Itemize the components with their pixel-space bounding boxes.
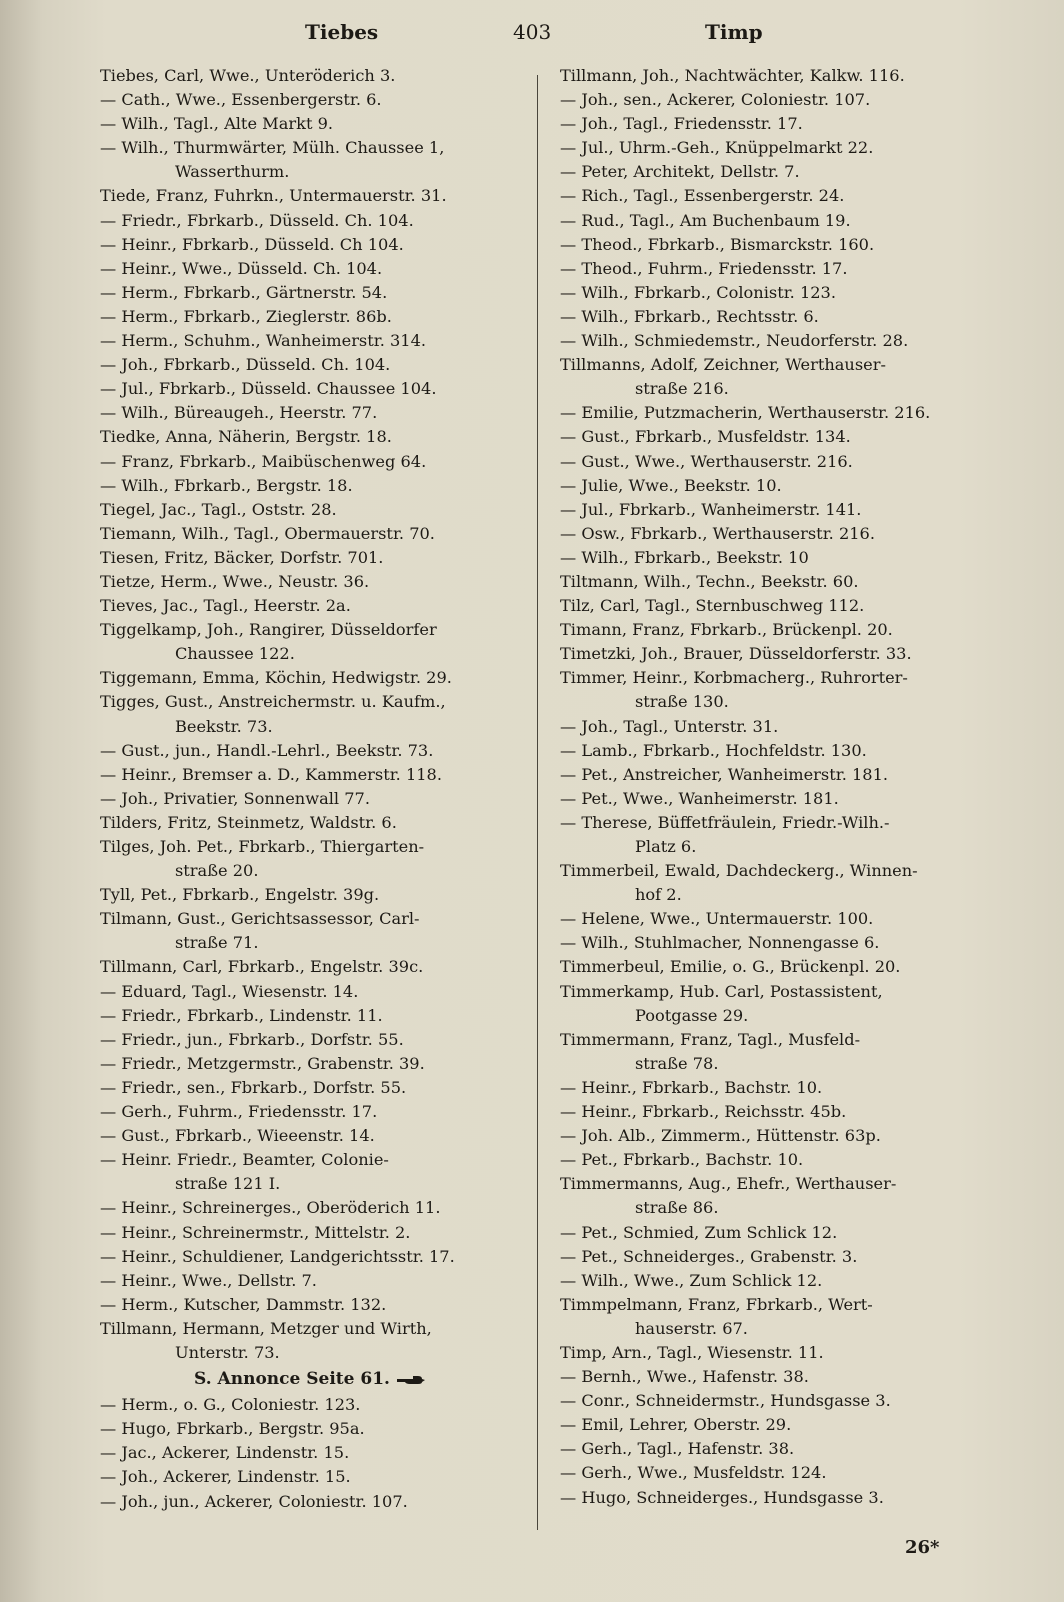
directory-entry <box>560 642 990 666</box>
directory-entry <box>560 1461 990 1485</box>
column-divider <box>537 75 538 1530</box>
directory-entry <box>100 1293 520 1317</box>
entry-text: — Heinr., Schuldiener, Landgerichtsstr. 17. <box>100 1246 455 1266</box>
directory-entry <box>100 594 520 618</box>
directory-entry <box>100 353 520 377</box>
page-number: 403 <box>513 20 552 44</box>
entry-text: hof 2. <box>635 885 682 905</box>
directory-entry <box>560 618 990 642</box>
left-column <box>100 64 520 1514</box>
entry-text: — Theod., Fbrkarb., Bismarckstr. 160. <box>560 234 875 254</box>
entry-text: Tilmann, Gust., Gerichtsassessor, Carl- <box>100 909 420 929</box>
entry-text: straße 86. <box>635 1198 719 1218</box>
entry-continuation <box>100 1341 520 1365</box>
directory-entry <box>560 353 990 377</box>
entry-continuation <box>560 1052 990 1076</box>
printer-signature: 26* <box>905 1537 940 1558</box>
directory-entry <box>560 1437 990 1461</box>
entry-text: Tiegel, Jac., Tagl., Oststr. 28. <box>100 499 337 519</box>
entry-text: Timmermann, Franz, Tagl., Musfeld- <box>560 1029 861 1049</box>
entry-text: — Wilh., Stuhlmacher, Nonnengasse 6. <box>560 933 880 953</box>
entry-text: — Heinr., Wwe., Düsseld. Ch. 104. <box>100 258 383 278</box>
directory-entry <box>560 787 990 811</box>
directory-entry <box>560 1413 990 1437</box>
directory-entry <box>100 1441 520 1465</box>
directory-entry <box>100 233 520 257</box>
entry-text: — Jul., Uhrm.-Geh., Knüppelmarkt 22. <box>560 138 874 158</box>
entry-text: straße 130. <box>635 692 729 712</box>
directory-entry <box>100 498 520 522</box>
directory-entry <box>560 1221 990 1245</box>
entry-text: Tiedke, Anna, Näherin, Bergstr. 18. <box>100 427 392 447</box>
directory-entry <box>100 1124 520 1148</box>
directory-entry <box>100 257 520 281</box>
directory-entry <box>560 474 990 498</box>
directory-entry <box>100 522 520 546</box>
directory-entry <box>560 1486 990 1510</box>
entry-continuation <box>100 715 520 739</box>
entry-text: — Julie, Wwe., Beekstr. 10. <box>560 475 782 495</box>
directory-entry <box>100 618 520 642</box>
entry-text: — Pet., Wwe., Wanheimerstr. 181. <box>560 788 839 808</box>
entry-text: — Bernh., Wwe., Hafenstr. 38. <box>560 1367 809 1387</box>
entry-text: Tillmann, Carl, Fbrkarb., Engelstr. 39c. <box>100 957 424 977</box>
entry-text: — Gust., Wwe., Werthauserstr. 216. <box>560 451 853 471</box>
directory-entry <box>560 570 990 594</box>
directory-entry <box>560 184 990 208</box>
entry-text: — Rud., Tagl., Am Buchenbaum 19. <box>560 210 851 230</box>
entry-text: — Therese, Büffetfräulein, Friedr.-Wilh.- <box>560 812 890 832</box>
entry-text: — Pet., Fbrkarb., Bachstr. 10. <box>560 1150 804 1170</box>
directory-entry <box>100 281 520 305</box>
directory-entry <box>100 1028 520 1052</box>
entry-text: Unterstr. 73. <box>175 1342 280 1362</box>
entry-text: hauserstr. 67. <box>635 1318 748 1338</box>
entry-text: — Heinr., Fbrkarb., Düsseld. Ch 104. <box>100 234 404 254</box>
directory-entry <box>100 305 520 329</box>
pointing-hand-icon <box>396 1374 426 1386</box>
entry-text: — Jac., Ackerer, Lindenstr. 15. <box>100 1443 350 1463</box>
entry-text: — Peter, Architekt, Dellstr. 7. <box>560 162 800 182</box>
entry-text: — Herm., o. G., Coloniestr. 123. <box>100 1395 361 1415</box>
entry-text: — Herm., Fbrkarb., Gärtnerstr. 54. <box>100 282 388 302</box>
entry-text: Tiede, Franz, Fuhrkn., Untermauerstr. 31. <box>100 186 447 206</box>
directory-entry <box>560 64 990 88</box>
entry-text: Timmer, Heinr., Korbmacherg., Ruhrorter- <box>560 668 908 688</box>
entry-text: — Gust., jun., Handl.-Lehrl., Beekstr. 73. <box>100 740 434 760</box>
entry-text: Tiggelkamp, Joh., Rangirer, Düsseldorfer <box>100 620 437 640</box>
directory-entry <box>100 1004 520 1028</box>
entry-text: — Franz, Fbrkarb., Maibüschenweg 64. <box>100 451 427 471</box>
directory-entry <box>560 498 990 522</box>
entry-text: — Emilie, Putzmacherin, Werthauserstr. 216. <box>560 403 931 423</box>
directory-entry <box>100 980 520 1004</box>
entry-text: — Herm., Fbrkarb., Zieglerstr. 86b. <box>100 306 392 326</box>
directory-entry <box>100 1076 520 1100</box>
directory-entry <box>100 425 520 449</box>
entry-text: — Joh., Tagl., Friedensstr. 17. <box>560 114 803 134</box>
directory-entry <box>100 474 520 498</box>
entry-text: Tiemann, Wilh., Tagl., Obermauerstr. 70. <box>100 523 435 543</box>
entry-text: Tietze, Herm., Wwe., Neustr. 36. <box>100 571 370 591</box>
entry-text: — Friedr., sen., Fbrkarb., Dorfstr. 55. <box>100 1077 407 1097</box>
directory-entry <box>560 546 990 570</box>
entry-text: — Friedr., jun., Fbrkarb., Dorfstr. 55. <box>100 1029 404 1049</box>
entry-text: — Heinr., Fbrkarb., Bachstr. 10. <box>560 1077 823 1097</box>
directory-entry <box>100 450 520 474</box>
entry-continuation <box>560 1317 990 1341</box>
entry-text: Tieves, Jac., Tagl., Heerstr. 2a. <box>100 596 351 616</box>
entry-text: — Wilh., Tagl., Alte Markt 9. <box>100 114 334 134</box>
entry-continuation <box>560 883 990 907</box>
directory-entry <box>560 281 990 305</box>
entry-text: — Joh., Ackerer, Lindenstr. 15. <box>100 1467 351 1487</box>
entry-text: — Herm., Schuhm., Wanheimerstr. 314. <box>100 331 427 351</box>
header-left-keyword: Tiebes <box>305 20 379 44</box>
directory-entry <box>560 739 990 763</box>
directory-entry <box>100 1317 520 1341</box>
directory-entry <box>100 1465 520 1489</box>
entry-text: Chaussee 122. <box>175 644 295 664</box>
entry-text: — Cath., Wwe., Essenbergerstr. 6. <box>100 90 382 110</box>
directory-entry <box>560 1100 990 1124</box>
entry-text: Tiesen, Fritz, Bäcker, Dorfstr. 701. <box>100 547 384 567</box>
directory-entry <box>560 1028 990 1052</box>
directory-entry <box>100 1269 520 1293</box>
directory-entry <box>560 1293 990 1317</box>
entry-text: — Wilh., Thurmwärter, Mülh. Chaussee 1, <box>100 138 445 158</box>
entry-text: Tiltmann, Wilh., Techn., Beekstr. 60. <box>560 571 859 591</box>
directory-entry <box>100 546 520 570</box>
directory-entry <box>560 1172 990 1196</box>
entry-text: — Wilh., Wwe., Zum Schlick 12. <box>560 1270 823 1290</box>
directory-entry <box>560 1148 990 1172</box>
entry-text: — Wilh., Fbrkarb., Bergstr. 18. <box>100 475 353 495</box>
page-header <box>0 18 1064 48</box>
directory-entry <box>560 522 990 546</box>
entry-continuation <box>560 835 990 859</box>
entry-text: Beekstr. 73. <box>175 716 273 736</box>
entry-text: — Heinr., Schreinermstr., Mittelstr. 2. <box>100 1222 411 1242</box>
entry-text: — Wilh., Büreaugeh., Heerstr. 77. <box>100 403 378 423</box>
directory-entry <box>560 763 990 787</box>
directory-entry <box>100 329 520 353</box>
directory-entry <box>560 1341 990 1365</box>
entry-text: Tillmanns, Adolf, Zeichner, Werthauser- <box>560 355 886 375</box>
entry-text: Tiebes, Carl, Wwe., Unteröderich 3. <box>100 66 396 85</box>
entry-text: Timmerbeul, Emilie, o. G., Brückenpl. 20. <box>560 957 901 977</box>
entry-text: Tilges, Joh. Pet., Fbrkarb., Thiergarten- <box>100 837 425 856</box>
directory-entry <box>100 1393 520 1417</box>
entry-text: straße 71. <box>175 933 259 953</box>
entry-text: Tyll, Pet., Fbrkarb., Engelstr. 39g. <box>100 885 380 905</box>
entry-text: — Helene, Wwe., Untermauerstr. 100. <box>560 909 874 929</box>
directory-entry <box>100 1052 520 1076</box>
directory-entry <box>100 907 520 931</box>
entry-continuation <box>100 1172 520 1196</box>
directory-entry <box>100 811 520 835</box>
entry-text: — Herm., Kutscher, Dammstr. 132. <box>100 1294 387 1314</box>
directory-entry <box>560 88 990 112</box>
entry-text: — Theod., Fuhrm., Friedensstr. 17. <box>560 258 848 278</box>
directory-entry <box>100 835 520 859</box>
directory-entry <box>100 955 520 979</box>
directory-entry <box>560 931 990 955</box>
directory-entry <box>100 1221 520 1245</box>
entry-text: straße 121 I. <box>175 1174 281 1194</box>
entry-text: — Joh., Tagl., Unterstr. 31. <box>560 716 779 736</box>
directory-entry <box>100 1148 520 1172</box>
entry-text: Tigges, Gust., Anstreichermstr. u. Kaufm., <box>100 692 446 712</box>
entry-text: — Gust., Fbrkarb., Musfeldstr. 134. <box>560 427 851 447</box>
entry-text: — Joh., sen., Ackerer, Coloniestr. 107. <box>560 90 871 110</box>
directory-entry <box>100 136 520 160</box>
entry-text: — Gerh., Tagl., Hafenstr. 38. <box>560 1439 795 1459</box>
directory-entry <box>100 1417 520 1441</box>
entry-text: — Jul., Fbrkarb., Düsseld. Chaussee 104. <box>100 379 437 399</box>
entry-text: — Lamb., Fbrkarb., Hochfeldstr. 130. <box>560 740 867 760</box>
directory-entry <box>560 811 990 835</box>
entry-text: Tiggemann, Emma, Köchin, Hedwigstr. 29. <box>100 668 452 688</box>
entry-text: straße 216. <box>635 379 729 399</box>
directory-entry <box>100 690 520 714</box>
entry-text: — Friedr., Fbrkarb., Lindenstr. 11. <box>100 1005 383 1025</box>
directory-entry <box>560 112 990 136</box>
directory-entry <box>560 329 990 353</box>
directory-entry <box>100 739 520 763</box>
entry-text: Platz 6. <box>635 837 697 856</box>
entry-text: Pootgasse 29. <box>635 1005 749 1025</box>
directory-entry <box>100 184 520 208</box>
directory-entry <box>560 1124 990 1148</box>
entry-text: — Gerh., Fuhrm., Friedensstr. 17. <box>100 1102 378 1122</box>
entry-text: — Pet., Anstreicher, Wanheimerstr. 181. <box>560 764 889 784</box>
directory-entry <box>100 209 520 233</box>
entry-text: — Heinr., Wwe., Dellstr. 7. <box>100 1270 317 1290</box>
directory-entry <box>100 787 520 811</box>
directory-entry <box>100 763 520 787</box>
entry-text: — Wilh., Fbrkarb., Rechtsstr. 6. <box>560 306 819 326</box>
entry-text: Tillmann, Hermann, Metzger und Wirth, <box>100 1318 432 1338</box>
entry-text: Timetzki, Joh., Brauer, Düsseldorferstr. 33. <box>560 644 912 664</box>
entry-text: Timmerbeil, Ewald, Dachdeckerg., Winnen- <box>560 861 918 881</box>
directory-entry <box>560 1389 990 1413</box>
directory-entry <box>560 136 990 160</box>
entry-text: — Emil, Lehrer, Oberstr. 29. <box>560 1415 792 1435</box>
right-column <box>560 64 990 1510</box>
directory-entry <box>100 64 520 88</box>
entry-continuation <box>560 1004 990 1028</box>
directory-entry <box>560 209 990 233</box>
directory-entry <box>100 570 520 594</box>
header-right-keyword: Timp <box>705 20 763 44</box>
entry-text: — Heinr., Schreinerges., Oberöderich 11. <box>100 1198 441 1218</box>
entry-text: Timp, Arn., Tagl., Wiesenstr. 11. <box>560 1342 824 1362</box>
directory-entry <box>100 1196 520 1220</box>
entry-text: — Friedr., Fbrkarb., Düsseld. Ch. 104. <box>100 210 414 230</box>
entry-text: S. Annonce Seite 61. <box>194 1369 390 1390</box>
entry-text: — Hugo, Schneiderges., Hundsgasse 3. <box>560 1487 884 1507</box>
directory-entry <box>100 401 520 425</box>
entry-text: — Joh. Alb., Zimmerm., Hüttenstr. 63p. <box>560 1126 881 1146</box>
entry-text: — Friedr., Metzgermstr., Grabenstr. 39. <box>100 1053 425 1073</box>
entry-text: straße 78. <box>635 1053 719 1073</box>
directory-entry <box>560 1365 990 1389</box>
directory-entry <box>560 594 990 618</box>
entry-text: — Heinr., Bremser a. D., Kammerstr. 118. <box>100 764 443 784</box>
entry-text: Timmerkamp, Hub. Carl, Postassistent, <box>560 981 883 1001</box>
directory-entry <box>560 955 990 979</box>
directory-entry <box>560 450 990 474</box>
entry-text: — Osw., Fbrkarb., Werthauserstr. 216. <box>560 523 875 543</box>
directory-entry <box>100 88 520 112</box>
entry-text: — Wilh., Fbrkarb., Colonistr. 123. <box>560 282 836 302</box>
directory-entry <box>100 1100 520 1124</box>
entry-text: straße 20. <box>175 861 259 881</box>
directory-entry <box>100 377 520 401</box>
directory-entry <box>560 160 990 184</box>
entry-text: — Eduard, Tagl., Wiesenstr. 14. <box>100 981 359 1001</box>
entry-continuation <box>560 1196 990 1220</box>
entry-text: — Joh., Privatier, Sonnenwall 77. <box>100 788 370 808</box>
entry-continuation <box>100 931 520 955</box>
entry-continuation <box>100 160 520 184</box>
entry-text: — Wilh., Schmiedemstr., Neudorferstr. 28. <box>560 331 909 351</box>
entry-text: — Pet., Schneiderges., Grabenstr. 3. <box>560 1246 858 1266</box>
entry-text: — Rich., Tagl., Essenbergerstr. 24. <box>560 186 845 206</box>
directory-entry <box>560 1076 990 1100</box>
entry-text: Tillmann, Joh., Nachtwächter, Kalkw. 116. <box>560 66 905 85</box>
entry-text: Timann, Franz, Fbrkarb., Brückenpl. 20. <box>560 620 893 640</box>
entry-continuation <box>100 642 520 666</box>
entry-text: — Hugo, Fbrkarb., Bergstr. 95a. <box>100 1419 365 1439</box>
directory-entry <box>560 1269 990 1293</box>
directory-entry <box>100 112 520 136</box>
entry-text: — Heinr. Friedr., Beamter, Colonie- <box>100 1150 389 1170</box>
directory-entry <box>100 1490 520 1514</box>
directory-entry <box>560 715 990 739</box>
entry-text: — Joh., jun., Ackerer, Coloniestr. 107. <box>100 1491 408 1511</box>
directory-entry <box>560 666 990 690</box>
entry-text: — Heinr., Fbrkarb., Reichsstr. 45b. <box>560 1102 847 1122</box>
directory-entry <box>560 907 990 931</box>
directory-entry <box>560 401 990 425</box>
directory-entry <box>560 425 990 449</box>
entry-text: — Pet., Schmied, Zum Schlick 12. <box>560 1222 838 1242</box>
entry-text: — Wilh., Fbrkarb., Beekstr. 10 <box>560 547 809 567</box>
directory-entry <box>560 859 990 883</box>
entry-text: — Joh., Fbrkarb., Düsseld. Ch. 104. <box>100 355 391 375</box>
directory-entry <box>100 883 520 907</box>
annonce-notice <box>100 1367 520 1391</box>
directory-entry <box>560 233 990 257</box>
entry-text: Timmpelmann, Franz, Fbrkarb., Wert- <box>560 1294 873 1314</box>
directory-entry <box>100 1245 520 1269</box>
entry-continuation <box>560 377 990 401</box>
directory-entry <box>100 666 520 690</box>
entry-text: — Gerh., Wwe., Musfeldstr. 124. <box>560 1463 827 1483</box>
entry-text: Tilz, Carl, Tagl., Sternbuschweg 112. <box>560 596 865 616</box>
entry-continuation <box>560 690 990 714</box>
directory-entry <box>560 257 990 281</box>
entry-continuation <box>100 859 520 883</box>
entry-text: Tilders, Fritz, Steinmetz, Waldstr. 6. <box>100 812 397 832</box>
entry-text: Wasserthurm. <box>175 162 290 182</box>
directory-entry <box>560 305 990 329</box>
directory-entry <box>560 980 990 1004</box>
entry-text: — Jul., Fbrkarb., Wanheimerstr. 141. <box>560 499 862 519</box>
entry-text: — Conr., Schneidermstr., Hundsgasse 3. <box>560 1391 891 1411</box>
directory-entry <box>560 1245 990 1269</box>
entry-text: — Gust., Fbrkarb., Wieeenstr. 14. <box>100 1126 375 1146</box>
entry-text: Timmermanns, Aug., Ehefr., Werthauser- <box>560 1174 897 1194</box>
